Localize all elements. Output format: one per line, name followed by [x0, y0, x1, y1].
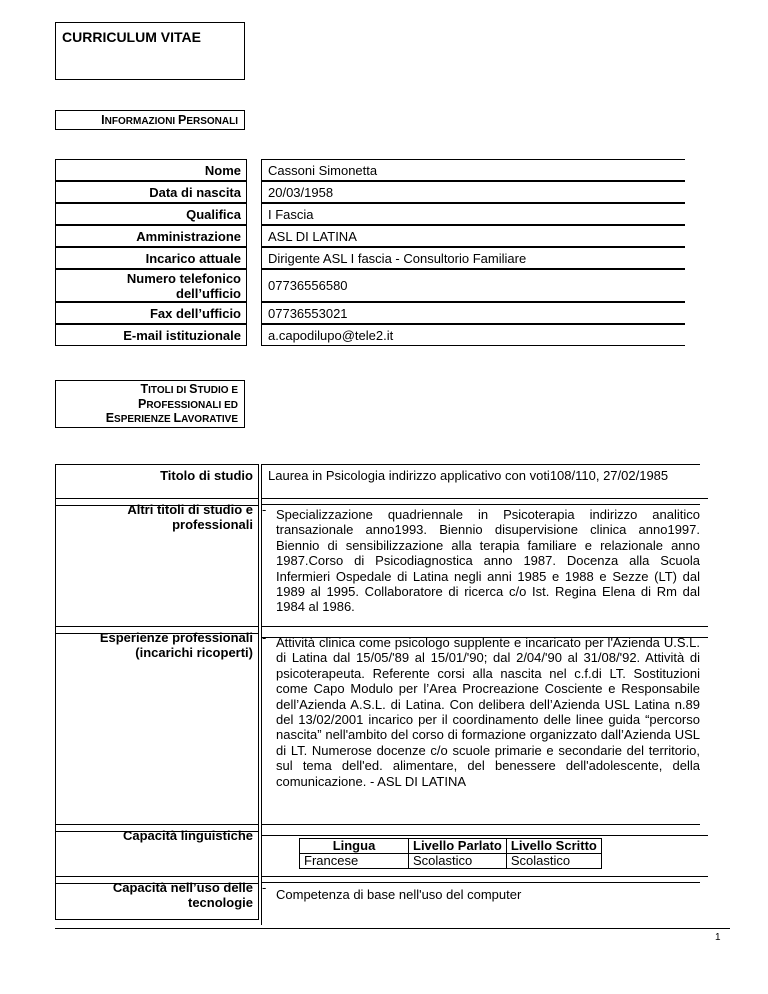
page-number: 1	[715, 932, 721, 943]
esperienze-value: Attività clinica come psicologo supplente e incaricato per l'Azienda U.S.L. di Latina dal 15/05/'89 al 15/01/'90; dal 2/04/'90 al 31/08/'92. Attività di psicoterapeuta. Referente corsi alla nascita nel c.f.di LT. Sostituzioni come Capo Modulo per l’Area Procreazione Cosciente e Responsabile dell’Azienda A.S.L. di Latina. Con delibera dell’Azienda USL Latina n.89 del 13/02/2001 incarico per il coordinamento delle linee guida “percorso nascita” nell'ambito del corso di formazione organizzato dall’Azienda USL di LT. Numerose docenze c/o scuole primarie e secondarie del territorio, sul tema dell'ed. alimentare, del benessere dell'adolescente, della comunicazione. - ASL DI LATINA	[261, 626, 708, 836]
personal-row	[55, 225, 685, 247]
personal-row	[55, 159, 685, 181]
lingue-label: Capacità linguistiche	[55, 824, 259, 884]
altri-titoli-value: Specializzazione quadriennale in Psicoterapia indirizzo analitico transazionale anno1993. Biennio disupervisione clinica anno1997. Biennio di sensibilizzazione alla terapia familiare e relazionale anno 1987.Corso di Psicodiagnostica anno 1987. Docenza alla Scuola Infermieri Ospedale di Latina negli anni 1985 e 1988 e Sezze (LT) dal 1989 al 1995. Collaboratore di ricerca c/o Ist. Regina Elena di Rm dal 1984 al 1986.	[261, 498, 708, 638]
col-scritto: Livello Scritto	[506, 839, 601, 854]
field-label: E-mail istituzionale	[55, 324, 247, 346]
section-personal-heading: INFORMAZIONI PERSONALI	[55, 110, 245, 130]
field-label: Amministrazione	[55, 225, 247, 247]
field-label: Qualifica	[55, 203, 247, 225]
cell-parlato: Scolastico	[409, 854, 507, 869]
language-table-header	[300, 839, 602, 854]
tecnologie-label: Capacità nell’uso delle tecnologie	[55, 876, 259, 920]
studio-value: Laurea in Psicologia indirizzo applicativo con voti108/110, 27/02/1985	[261, 464, 700, 505]
field-value: ASL DI LATINA	[261, 225, 685, 247]
field-label: Numero telefonico dell’ufficio	[55, 269, 247, 302]
field-value: Cassoni Simonetta	[261, 159, 685, 181]
field-label: Incarico attuale	[55, 247, 247, 269]
cell-lingua: Francese	[300, 854, 409, 869]
altri-titoli-label: Altri titoli di studio e professionali	[55, 498, 259, 634]
personal-row	[55, 324, 685, 346]
field-value: I Fascia	[261, 203, 685, 225]
esperienze-label: Esperienze professionali (incarichi ricoperti)	[55, 626, 259, 832]
studio-label: Titolo di studio	[55, 464, 259, 506]
field-value: 07736553021	[261, 302, 685, 324]
personal-row	[55, 247, 685, 269]
footer-divider	[55, 928, 730, 929]
bullet-dash: -	[262, 630, 267, 645]
bullet-dash: -	[262, 880, 267, 895]
bullet-dash: -	[262, 502, 267, 517]
field-value: Dirigente ASL I fascia - Consultorio Familiare	[261, 247, 685, 269]
field-value: 20/03/1958	[261, 181, 685, 203]
tecnologie-value: Competenza di base nell'uso del computer	[261, 876, 708, 925]
personal-row	[55, 302, 685, 324]
field-label: Nome	[55, 159, 247, 181]
col-lingua: Lingua	[300, 839, 409, 854]
field-value: a.capodilupo@tele2.it	[261, 324, 685, 346]
field-label: Fax dell’ufficio	[55, 302, 247, 324]
field-label: Data di nascita	[55, 181, 247, 203]
field-value: 07736556580	[261, 269, 685, 302]
personal-row	[55, 181, 685, 203]
col-parlato: Livello Parlato	[409, 839, 507, 854]
section-titles-heading: TITOLI DI STUDIO E PROFESSIONALI ED ESPERIENZE LAVORATIVE	[55, 380, 245, 428]
cell-scritto: Scolastico	[506, 854, 601, 869]
language-table	[299, 838, 602, 869]
personal-row	[55, 203, 685, 225]
table-row	[300, 854, 602, 869]
cv-title: CURRICULUM VITAE	[55, 22, 245, 80]
personal-row	[55, 269, 685, 302]
